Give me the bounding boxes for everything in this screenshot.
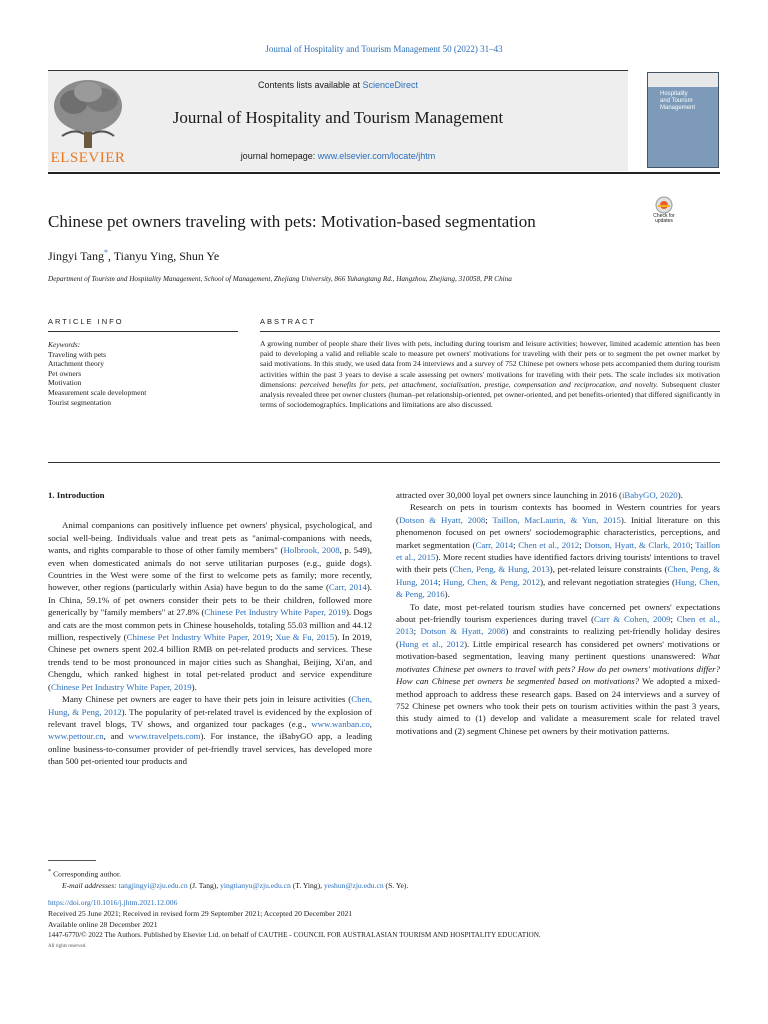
citation-link[interactable]: Dotson, Hyatt, & Clark, 2010	[584, 539, 691, 550]
text: ). More recent studies have identified factors driving tourists' intentions to travel with their pets (	[396, 552, 721, 575]
citation-link[interactable]: Chen, Peng, & Hung, 2013	[452, 564, 550, 575]
sciencedirect-link[interactable]: ScienceDirect	[362, 80, 419, 90]
text: We adopted a mixed-method approach to address these research gaps. Based on 24 interviews and a survey of 752 Chinese pet owners who took their pets on tourism activities within the past 3 years, this study aimed to (1) develop and validate a measurement scale for related travel motivations and (2) segment Chinese pet owners by their motivation patterns.	[396, 676, 720, 736]
header-divider	[48, 172, 720, 174]
check-updates-icon	[644, 196, 684, 214]
paragraph	[396, 489, 720, 501]
text: ). In 2019, Chinese pet owners spent 202.4 billion RMB on pet-related products and services. These trends tend to be most pronounced in major cities such as Shanghai, Beijing, Xi'an, and Chengdu, which ranked highest in total pet-related product and service expenditure (	[48, 632, 372, 692]
text: ;	[270, 632, 276, 643]
section-heading: 1. Introduction	[48, 490, 105, 500]
keywords-label: Keywords:	[48, 340, 81, 349]
text: ;	[437, 576, 443, 587]
citation-link[interactable]: Chen, Hung, & Peng, 2012	[48, 694, 372, 717]
text: ). The popularity of pet-related travel is evidenced by the explosion of relevant travel blogs, TV shows, and organized tour packages (e.g.,	[48, 706, 373, 729]
abstract-heading: ABSTRACT	[260, 317, 317, 326]
abstract-dimensions: perceived benefits for pets, pet attachment, socialisation, prestige, compensation and reciprocation, and novelty.	[300, 379, 659, 389]
citation-link[interactable]: Hung, Chen, & Peng, 2016	[396, 576, 720, 600]
keyword: Motivation	[48, 378, 82, 388]
citation-link[interactable]: Chen et al., 2012	[518, 539, 580, 550]
email-owner: (S. Ye).	[383, 880, 409, 890]
footnotes	[48, 866, 728, 952]
email-owner: (T. Ying),	[290, 880, 324, 890]
citation-link[interactable]: Dotson & Hyatt, 2008	[398, 514, 486, 525]
cover-line: Management	[660, 105, 696, 111]
cover-title	[660, 91, 716, 112]
text: ). For instance, the iBabyGO app, a leading online business-to-consumer provider of pet-friendly travel services, has developed more than 500 pet-oriented tour products and	[48, 731, 372, 767]
citation-link[interactable]: Hung, Chen, & Peng, 2012	[442, 576, 541, 587]
paragraph	[396, 601, 720, 737]
text: ;	[513, 539, 519, 550]
homepage-link[interactable]: www.elsevier.com/locate/jhtm	[317, 151, 436, 161]
url-link[interactable]: www.travelpets.com	[128, 731, 201, 742]
email-label: E-mail addresses:	[62, 880, 117, 890]
text: ). Dogs and cats are the most common pets in Chinese households, totaling 55.03 million and 44.12 million, respectively (	[48, 607, 372, 643]
article-info-rule	[48, 331, 238, 332]
copyright: 1447-6770/© 2022 The Authors. Published by Elsevier Ltd. on behalf of CAUTHE - COUNCIL FOR AUSTRALASIAN TOURISM AND HOSPITALITY EDUCATION.	[48, 930, 541, 939]
abstract-bottom-rule	[48, 462, 720, 463]
keyword: Traveling with pets	[48, 349, 107, 359]
keyword: Pet owners	[48, 368, 82, 378]
text: ;	[690, 539, 696, 550]
corresponding-text: Corresponding author.	[53, 869, 121, 879]
text: ) and constraints to realizing pet-friendly holiday desires (	[396, 626, 720, 649]
corresponding-note	[48, 866, 728, 880]
citation-link[interactable]: Taillon et al., 2015	[396, 539, 720, 563]
contents-line	[48, 80, 628, 90]
citation-link[interactable]: Dotson & Hyatt, 2008	[420, 626, 506, 637]
text: ). Initial literature on this phenomenon focused on pet owners' sociodemographic characteristics, perceptions, and market segmentation (	[396, 514, 720, 550]
text: , p. 549), even when domesticated animals do not serve utilitarian purposes (e.g., guide dogs). Countries in the West were some of the first to welcome pets as family; more recently, however, other regions (particularly within Asia) have begun to do the same (	[48, 545, 372, 593]
paragraph	[48, 519, 372, 693]
check-for-updates-button[interactable]	[644, 196, 684, 232]
text: To date, most pet-related tourism studies have concerned pet owners' expectations about pet-friendly tourism experiences during travel (	[396, 601, 720, 625]
email-owner: (J. Tang),	[187, 880, 221, 890]
keyword: Measurement scale development	[48, 387, 147, 397]
text: , and	[103, 731, 129, 742]
rights-reserved: All rights reserved.	[48, 943, 87, 949]
paragraph	[396, 501, 720, 600]
article-info-heading: ARTICLE INFO	[48, 317, 124, 326]
abstract-text	[260, 339, 720, 410]
keyword: Tourist segmentation	[48, 397, 112, 407]
abstract-rule	[260, 331, 720, 332]
text: Many Chinese pet owners are eager to have their pets join in leisure activities (	[62, 694, 352, 705]
citation-link[interactable]: Chen, Peng, & Hung, 2014	[396, 564, 720, 587]
homepage-line	[48, 151, 628, 161]
contents-prefix: Contents lists available at	[257, 80, 363, 90]
corresponding-author-mark[interactable]: *	[103, 248, 108, 257]
other-authors: , Tianyu Ying, Shun Ye	[107, 249, 220, 263]
email-link[interactable]: yingtianyu@zju.edu.cn	[220, 880, 291, 890]
journal-reference[interactable]: Journal of Hospitality and Tourism Management 50 (2022) 31–43	[265, 44, 503, 54]
journal-title: Journal of Hospitality and Tourism Management	[172, 108, 504, 127]
citation-link[interactable]: Carr & Cohen, 2009	[594, 614, 671, 625]
text: ). In China, 59.1% of pet owners consider their pets to be their children, followed more generically by "family members" at 27.8% (	[48, 582, 372, 618]
doi-link[interactable]: https://doi.org/10.1016/j.jhtm.2021.12.006	[48, 897, 178, 907]
citation-link[interactable]: Hung et al., 2012	[398, 638, 465, 649]
text: ). Little empirical research has considered pet owners' motivations or motivation-based segmentation, leaving many pertinent questions unanswered:	[396, 638, 720, 662]
text: ;	[413, 626, 421, 637]
cover-line: and Tourism	[660, 98, 693, 104]
text: ).	[444, 589, 450, 600]
check-updates-label: Check for updates	[653, 213, 675, 224]
paragraph	[48, 693, 372, 767]
text: ;	[485, 514, 493, 525]
text: Research on pets in tourism contexts has boomed in Western countries for years (	[396, 502, 720, 525]
citation-link[interactable]: Chinese Pet Industry White Paper, 2019	[204, 607, 346, 618]
citation-link[interactable]: iBabyGO, 2020	[621, 490, 678, 500]
abstract-part: Subsequent cluster analysis revealed three pet owner clusters (human–pet relationship-oriented, pet owner-oriented, and pet benefits-oriented) that differed significantly in terms of sociodemographics. Implications and limitations are also discussed.	[260, 379, 720, 410]
author-name: Jingyi Tang	[48, 249, 104, 263]
cover-band	[648, 73, 718, 87]
email-link[interactable]: tangjingyi@zju.edu.cn	[118, 880, 188, 890]
cover-line: Hospitality	[660, 91, 688, 97]
text: ).	[677, 490, 683, 500]
affiliation: Department of Tourism and Hospitality Management, School of Management, Zhejiang University, 866 Yuhangtang Rd., Hangzhou, Zhejiang, 310058, PR China	[48, 275, 512, 283]
homepage-prefix: journal homepage:	[240, 151, 318, 161]
email-link[interactable]: yeshun@zju.edu.cn	[323, 880, 384, 890]
citation-link[interactable]: Carr, 2014	[328, 582, 367, 593]
url-link[interactable]: www.pettour.cn	[48, 731, 104, 742]
text: ;	[670, 614, 677, 625]
url-link[interactable]: www.wanban.co	[311, 718, 370, 729]
text: Animal companions can positively influence pet owners' physical, psychological, and social well-being. Individuals value and treat pets as "animal-companions with needs, wants, and rights comparable to those of other family members" (	[48, 520, 372, 556]
article-title: Chinese pet owners traveling with pets: Motivation-based segmentation	[48, 212, 536, 231]
citation-link[interactable]: Chen et al., 2013	[396, 614, 720, 637]
citation-link[interactable]: Xue & Fu, 2015	[275, 632, 335, 643]
email-addresses	[48, 880, 728, 891]
body-right-column	[396, 489, 720, 737]
available-date: Available online 28 December 2021	[48, 919, 158, 929]
publisher-name: ELSEVIER	[50, 150, 126, 166]
keyword: Attachment theory	[48, 359, 105, 369]
citation-link[interactable]: Taillon, MacLaurin, & Yun, 2015	[492, 514, 621, 525]
text: ;	[579, 539, 585, 550]
footnote-rule	[48, 860, 96, 861]
citation-link[interactable]: Chinese Pet Industry White Paper, 2019	[50, 681, 192, 692]
research-questions: What motivates Chinese pet owners to travel with pets? How do pet owners' motivations differ? How can Chinese pet owners be segmented based on motivations?	[396, 651, 720, 687]
citation-link[interactable]: Carr, 2014	[475, 539, 514, 550]
author-list	[48, 248, 219, 264]
text: attracted over 30,000 loyal pet owners since launching in 2016 (	[396, 490, 622, 500]
text: ), pet-related leisure constraints (	[549, 564, 668, 575]
keywords-block	[48, 340, 238, 407]
abstract-part: A growing number of people share their lives with pets, including during tourism and leisure activities; however, limited academic attention has been paid to developing a valid and reliable scale to measure pet owners' motivations for traveling with their pets or to segment the pet owner market by said motivations. In this study, we used data from 24 interviews and a survey of 752 Chinese pet owners whose pets accompanied them during tourism activities within the past 3 years to devise a scale assessing pet owners' motivations for traveling with their pets. The scale includes six motivation dimensions:	[260, 339, 720, 389]
citation-link[interactable]: Chinese Pet Industry White Paper, 2019	[126, 632, 271, 643]
footnote-mark: *	[48, 868, 52, 875]
citation-link[interactable]: Holbrook, 2008	[283, 545, 340, 556]
body-left-column	[48, 489, 372, 768]
journal-cover[interactable]	[647, 72, 719, 168]
received-dates: Received 25 June 2021; Received in revised form 29 September 2021; Accepted 20 December 2021	[48, 908, 353, 918]
text: ,	[369, 718, 372, 729]
text: ).	[191, 681, 197, 692]
text: ), and relevant negotiation strategies (	[540, 576, 675, 587]
